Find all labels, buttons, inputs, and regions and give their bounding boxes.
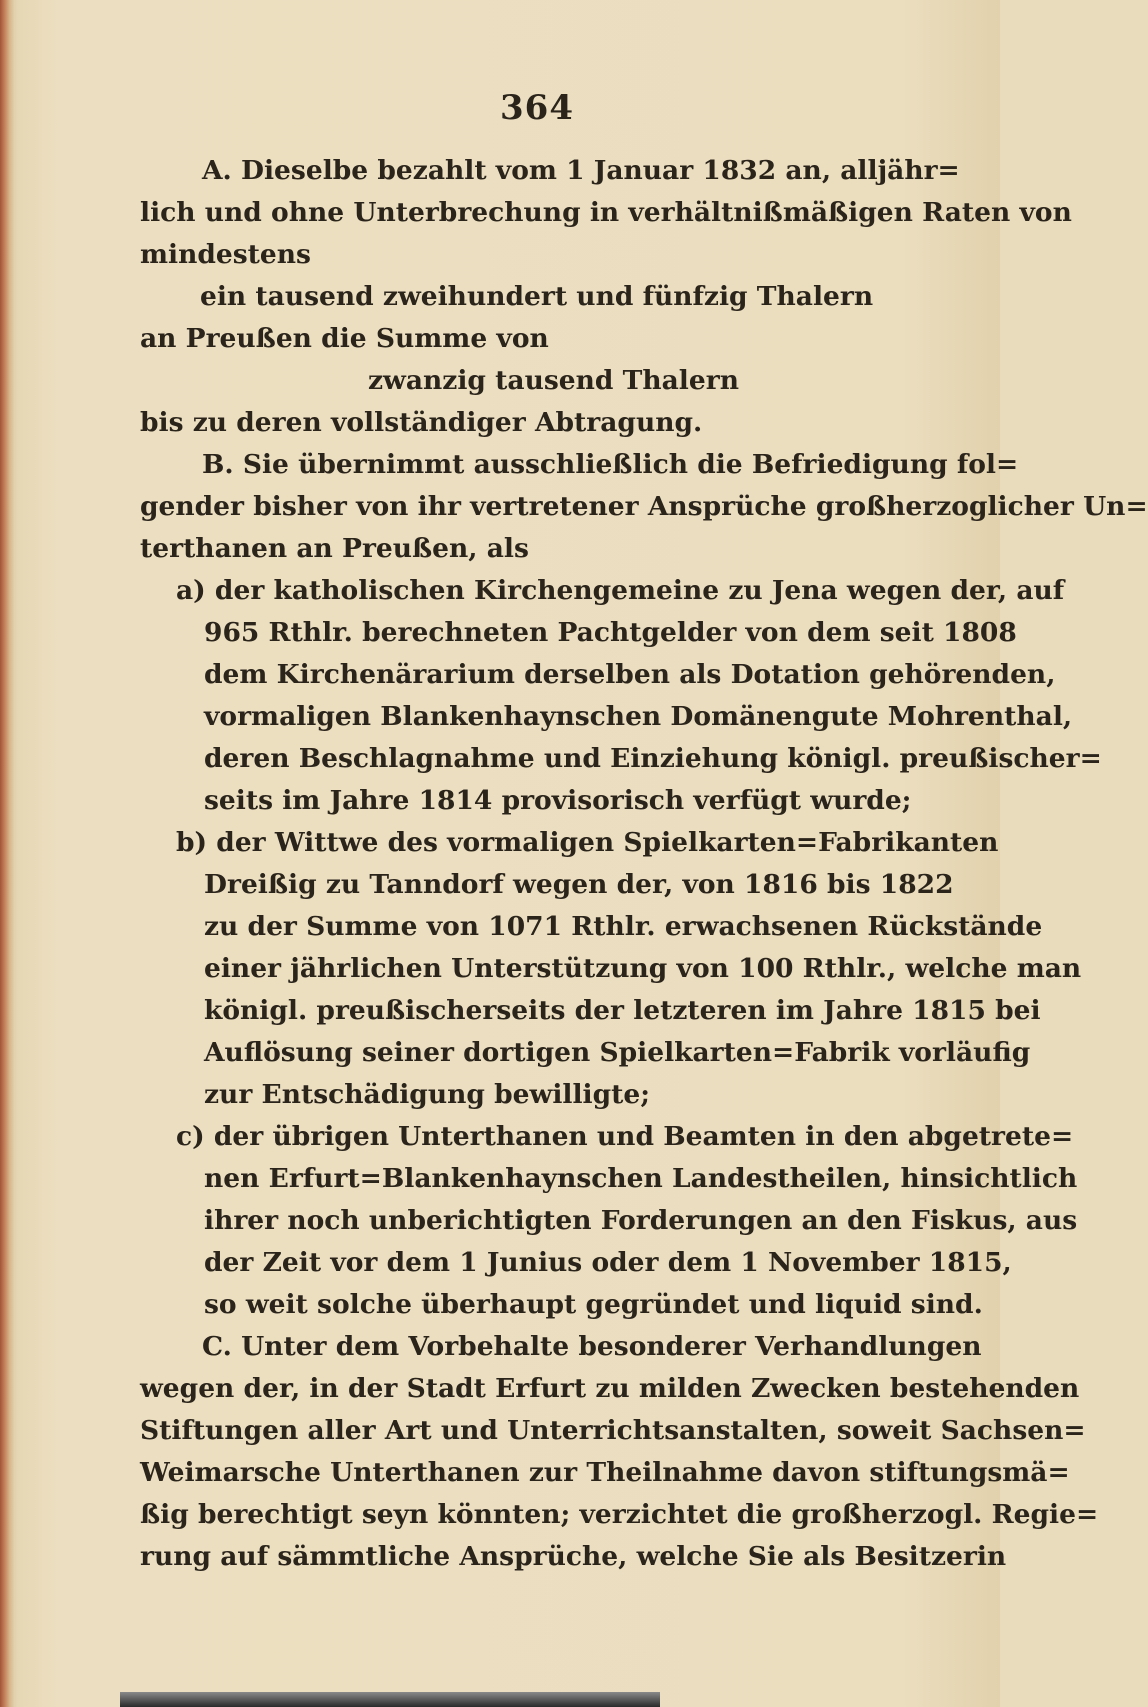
text-line: C. Unter dem Vorbehalte besonderer Verhandlungen <box>202 1331 982 1362</box>
text-line: zur Entschädigung bewilligte; <box>204 1079 650 1110</box>
text-line: der Zeit vor dem 1 Junius oder dem 1 November 1815, <box>204 1247 1012 1278</box>
text-line: so weit solche überhaupt gegründet und liquid sind. <box>204 1289 983 1320</box>
text-line: Stiftungen aller Art und Unterrichtsanstalten, soweit Sachsen= <box>140 1415 1086 1446</box>
text-line: Dreißig zu Tanndorf wegen der, von 1816 bis 1822 <box>204 869 954 900</box>
scan-bottom-bar <box>120 1692 660 1707</box>
text-line: rung auf sämmtliche Ansprüche, welche Sie als Besitzerin <box>140 1541 1007 1572</box>
text-line: terthanen an Preußen, als <box>140 533 529 564</box>
document-body <box>140 150 1148 1578</box>
text-line: 965 Rthlr. berechneten Pachtgelder von dem seit 1808 <box>204 617 1017 648</box>
text-line: deren Beschlagnahme und Einziehung königl. preußischer= <box>204 743 1102 774</box>
text-line: ein tausend zweihundert und fünfzig Thalern <box>200 281 874 312</box>
text-line: königl. preußischerseits der letzteren im Jahre 1815 bei <box>204 995 1041 1026</box>
text-line: mindestens <box>140 239 311 270</box>
text-line: lich und ohne Unterbrechung in verhältnißmäßigen Raten von <box>140 197 1072 228</box>
text-line: gender bisher von ihr vertretener Ansprüche großherzoglicher Un= <box>140 491 1148 522</box>
page-number: 364 <box>500 88 574 128</box>
text-line: zwanzig tausend Thalern <box>368 365 739 396</box>
text-line: einer jährlichen Unterstützung von 100 Rthlr., welche man <box>204 953 1082 984</box>
text-line: ßig berechtigt seyn könnten; verzichtet die großherzogl. Regie= <box>140 1499 1099 1530</box>
text-line: B. Sie übernimmt ausschließlich die Befriedigung fol= <box>202 449 1019 480</box>
text-line: b) der Wittwe des vormaligen Spielkarten=Fabrikanten <box>176 827 999 858</box>
text-line: A. Dieselbe bezahlt vom 1 Januar 1832 an, alljähr= <box>202 155 960 186</box>
page-left-edge <box>0 0 14 1707</box>
text-line: vormaligen Blankenhaynschen Domänengute Mohrenthal, <box>204 701 1073 732</box>
text-line: zu der Summe von 1071 Rthlr. erwachsenen Rückstände <box>204 911 1043 942</box>
text-line: seits im Jahre 1814 provisorisch verfügt wurde; <box>204 785 912 816</box>
text-line: Weimarsche Unterthanen zur Theilnahme davon stiftungsmä= <box>140 1457 1070 1488</box>
text-line: ihrer noch unberichtigten Forderungen an den Fiskus, aus <box>204 1205 1078 1236</box>
text-line: nen Erfurt=Blankenhaynschen Landestheilen, hinsichtlich <box>204 1163 1078 1194</box>
text-line: wegen der, in der Stadt Erfurt zu milden Zwecken bestehenden <box>140 1373 1080 1404</box>
text-line: dem Kirchenärarium derselben als Dotation gehörenden, <box>204 659 1056 690</box>
text-line: an Preußen die Summe von <box>140 323 549 354</box>
text-line: bis zu deren vollständiger Abtragung. <box>140 407 703 438</box>
text-line: Auflösung seiner dortigen Spielkarten=Fabrik vorläufig <box>204 1037 1031 1068</box>
text-line: a) der katholischen Kirchengemeine zu Jena wegen der, auf <box>176 575 1065 606</box>
text-line: c) der übrigen Unterthanen und Beamten in den abgetrete= <box>176 1121 1074 1152</box>
